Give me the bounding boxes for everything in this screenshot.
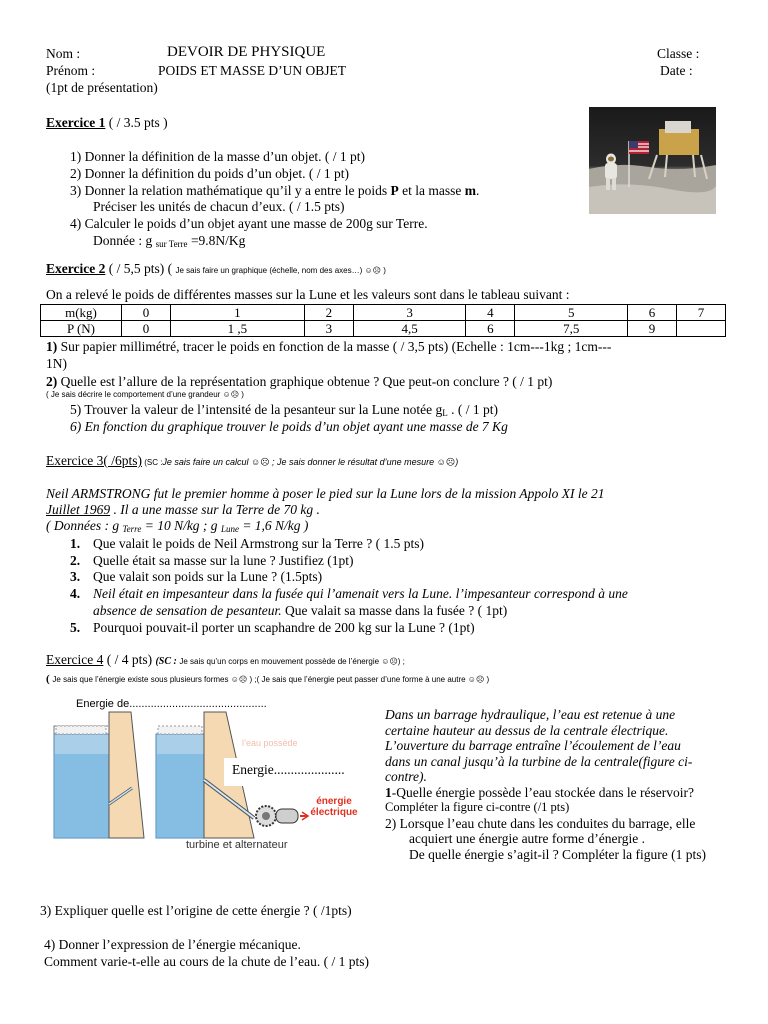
ex3-intro-1: Neil ARMSTRONG fut le premier homme à poser le pied sur la Lune lors de la mission Appolo XI le 21 (46, 486, 605, 501)
table-cell: 6 (628, 305, 677, 321)
ex4-q1-num: 1 (385, 784, 392, 800)
ex2-q1-cont: 1N) (46, 356, 67, 371)
ex3-question (70, 586, 628, 602)
nom-label: Nom : (46, 46, 81, 61)
ex4-q4-a: 4) Donner l’expression de l’énergie mécanique. (44, 937, 301, 952)
ex2-points: ( / 5,5 pts) ( (105, 261, 176, 276)
donnee-text: Donnée : g (93, 233, 156, 248)
table-cell: 0 (122, 305, 171, 321)
ex1-q3-units: Préciser les unités de chacun d’eux. ( / 1.5 pts) (93, 199, 345, 214)
ex1-q4: 4) Calculer le poids d’un objet ayant une masse de 200g sur Terre. (70, 216, 428, 231)
table-cell: 9 (628, 321, 677, 337)
ex4-heading (46, 652, 405, 668)
ex3-q4-cont (93, 603, 507, 619)
ex1-q3-P: P (390, 183, 399, 198)
table-row (41, 305, 726, 321)
page-title: DEVOIR DE PHYSIQUE (167, 44, 326, 60)
table-cell: 0 (122, 321, 171, 337)
dam-figure (46, 696, 376, 881)
ex2-q6: 6) En fonction du graphique trouver le poids d’un objet ayant une masse de 7 Kg (70, 419, 508, 434)
ex4-skills-line (46, 670, 489, 686)
table-cell: 4,5 (353, 321, 466, 337)
mass-weight-table (40, 304, 726, 337)
ex2-heading (46, 261, 386, 277)
ex3-donnees (46, 518, 308, 534)
ex2-q5-points: . ( / 1 pt) (447, 402, 499, 417)
ex3-question (70, 569, 322, 585)
donnee-sub: sur Terre (155, 239, 188, 249)
prenom-label: Prénom : (46, 63, 96, 78)
ex3-question (70, 553, 354, 569)
ex3-title: Exercice 3( /6pts) (46, 453, 142, 468)
ex2-q2-text: Quelle est l’allure de la représentation graphique obtenue ? Que peut-on conclure ? ( / 1 pt) (57, 374, 553, 389)
ex2-q5 (70, 402, 498, 418)
ex4-q3: 3) Expliquer quelle est l’origine de cette énergie ? ( /1pts) (40, 903, 352, 918)
ex4-points: ( / 4 pts) (103, 652, 156, 667)
ex4-text-block (385, 707, 755, 862)
ex3-q-text: Que valait son poids sur la Lune ? (1.5pts) (93, 569, 323, 584)
ex3-donnees-text2: = 10 N/kg ; g (141, 518, 221, 533)
ex2-q1-text: Sur papier millimétré, tracer le poids en fonction de la masse ( / 3,5 pts) (Echelle : 1cm---1kg ; 1cm--- (57, 339, 612, 354)
table-cell: 6 (466, 321, 515, 337)
ex1-q3 (70, 183, 479, 199)
ex3-donnees-text: ( Données : g (46, 518, 123, 533)
ex1-q3-m: m (464, 183, 477, 198)
table-cell: 3 (304, 321, 353, 337)
ex4-sc-open: (SC : (155, 656, 180, 667)
ex3-q-num: 5. (70, 620, 81, 635)
ex4-text-line: dans un canal jusqu’à la turbine de la centrale(figure ci- (385, 753, 693, 769)
energie-box-label: Energie..................... (232, 762, 345, 777)
ex1-donnee (93, 233, 245, 249)
table-cell: 1 ,5 (170, 321, 304, 337)
ex3-q-text: Que valait le poids de Neil Armstrong sur la Terre ? ( 1.5 pts) (93, 536, 424, 551)
ex4-title: Exercice 4 (46, 652, 104, 667)
ex4-skill-1: Je sais qu’un corps en mouvement possède de l’énergie ☺☹) ; (179, 657, 405, 666)
ex1-q3-dot: . (476, 183, 480, 198)
table-cell: 3 (353, 305, 466, 321)
ex3-skill: Je sais faire un calcul ☺☹ ; Je sais donner le résultat d’une mesure ☺☹) (162, 457, 459, 467)
ex3-q-text: Pourquoi pouvait-il porter un scaphandre de 200 kg sur la Lune ? (1pt) (93, 620, 475, 635)
table-cell: 7 (676, 305, 725, 321)
ex1-q1: 1) Donner la définition de la masse d’un objet. ( / 1 pt) (70, 149, 366, 164)
table-cell (676, 321, 725, 337)
ex1-heading (46, 115, 168, 131)
table-cell: m(kg) (41, 305, 122, 321)
ex2-q2 (46, 374, 552, 390)
ex3-q-num: 4. (70, 586, 81, 601)
ex4-q1-text: -Quelle énergie possède l’eau stockée dans le réservoir? (391, 784, 694, 800)
ex2-q5-text: 5) Trouver la valeur de l’intensité de la pesanteur sur la Lune notée g (70, 402, 443, 417)
ex1-points: ( / 3.5 pts ) (105, 115, 168, 130)
ex2-q5-sub: L (442, 408, 448, 418)
table-cell: P (N) (41, 321, 122, 337)
ex4-q1 (385, 785, 755, 801)
energie-top-label: Energie de............................................. (76, 698, 267, 710)
ex3-sub-lune: Lune (220, 524, 239, 534)
ex4-text-line: contre). (385, 769, 427, 784)
ex2-intro: On a relevé le poids de différentes masses sur la Lune et les valeurs sont dans le tableau suivant : (46, 287, 570, 302)
ex3-intro-2-text: . Il a une masse sur la Terre de 70 kg . (110, 502, 320, 517)
svg-text:l’eau possède: l’eau possède (242, 738, 298, 748)
ex3-q-num: 3. (70, 569, 81, 584)
moon-astronaut-photo (589, 107, 716, 214)
ex4-q2-b: acquiert une énergie autre forme d’énergie . (409, 831, 646, 846)
ex2-skill: Je sais faire un graphique (échelle, nom des axes…) ☺☹ ) (175, 266, 386, 275)
ex3-q-num: 1. (70, 536, 81, 551)
turbine-label: turbine et alternateur (186, 839, 288, 851)
table-cell: 7,5 (515, 321, 628, 337)
ex1-q3-text: 3) Donner la relation mathématique qu’il y a entre le poids (70, 183, 391, 198)
table-cell: 1 (170, 305, 304, 321)
ex3-q4-text2: absence de sensation de pesanteur. (93, 603, 282, 618)
ex2-q1-num: 1) (46, 339, 58, 354)
ex4-q1-instr: Compléter la figure ci-contre (/1 pts) (385, 800, 570, 814)
ex3-sub-terre: Terre (122, 524, 142, 534)
ex2-title: Exercice 2 (46, 261, 106, 276)
table-cell: 5 (515, 305, 628, 321)
ex3-q-num: 2. (70, 553, 81, 568)
ex3-heading (46, 453, 458, 469)
table-row (41, 321, 726, 337)
classe-label: Classe : (657, 46, 700, 61)
ex2-q2-skill: ( Je sais décrire le comportement d’une grandeur ☺☹ ) (46, 390, 244, 399)
ex4-text-line: Dans un barrage hydraulique, l’eau est retenue à une (385, 707, 676, 722)
date-label: Date : (660, 63, 693, 78)
ex3-q-text: Quelle était sa masse sur la lune ? Justifiez (1pt) (93, 553, 354, 568)
ex3-question (70, 620, 475, 636)
page-subtitle: POIDS ET MASSE D’UN OBJET (158, 63, 347, 78)
table-cell: 4 (466, 305, 515, 321)
ex4-q2: 2) Lorsque l’eau chute dans les conduites du barrage, elle (385, 815, 696, 831)
ex4-text-line: L’ouverture du barrage entraîne l’écoulement de l’eau (385, 738, 681, 753)
ex3-question (70, 536, 424, 552)
presentation-note: (1pt de présentation) (46, 80, 158, 95)
table-cell: 2 (304, 305, 353, 321)
ex4-skill-2: Je sais que l’énergie existe sous plusieurs formes ☺☹ ) ;( Je sais que l’énergie peut passer d’une forme à une autre ☺☹ ) (52, 675, 490, 684)
donnee-value: =9.8N/Kg (187, 233, 246, 248)
ex3-intro-2 (46, 502, 320, 518)
ex3-q4-question: Que valait sa masse dans la fusée ? ( 1pt) (281, 603, 508, 618)
ex1-q3-text2: et la masse (398, 183, 465, 198)
ex3-q4-text: Neil était en impesanteur dans la fusée qui l’amenait vers la Lune. l’impesanteur correspond à une (93, 586, 628, 601)
ex3-sc-open: (SC : (141, 458, 163, 467)
ex4-q4-b: Comment varie-t-elle au cours de la chute de l’eau. ( / 1 pts) (44, 954, 370, 969)
ex2-q1 (46, 339, 611, 355)
ex1-q2: 2) Donner la définition du poids d’un objet. ( / 1 pt) (70, 166, 349, 181)
ex2-q2-num: 2) (46, 374, 58, 389)
ex4-text-line: certaine hauteur au dessus de la centrale électrique. (385, 722, 669, 738)
ex4-q2-c: De quelle énergie s’agit-il ? Compléter la figure (1 pts) (409, 846, 707, 862)
energie-electrique-label: énergie électrique (310, 796, 358, 818)
ex3-donnees-text3: = 1,6 N/kg ) (238, 518, 309, 533)
ex4-paren: ( (46, 673, 53, 685)
ex3-date: Juillet 1969 (46, 502, 111, 517)
ex1-title: Exercice 1 (46, 115, 106, 130)
